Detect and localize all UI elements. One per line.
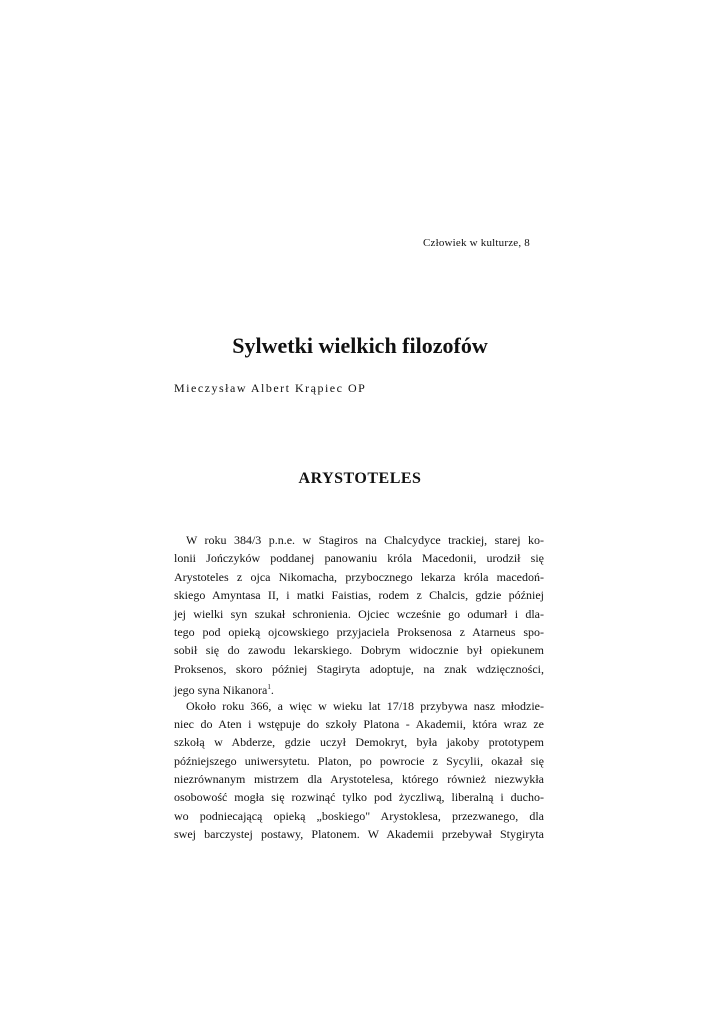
text-line: jej wielki syn szukał schronienia. Ojciec wcześnie go odumarł i dla-: [174, 606, 544, 621]
text-line: Proksenos, skoro później Stagiryta adoptuje, na znak wdzięczności,: [174, 661, 544, 676]
document-title: Sylwetki wielkich filozofów: [232, 333, 488, 358]
text-line: sobił się do zawodu lekarskiego. Dobrym widocznie był opiekunem: [174, 643, 544, 658]
footnote-mark: 1: [267, 683, 271, 692]
author-line: Mieczysław Albert Krąpiec OP: [174, 381, 367, 395]
text-line-content: jego syna Nikanora: [174, 683, 268, 698]
text-line: tego pod opieką ojcowskiego przyjaciela Proksenosa z Atarneus spo-: [174, 624, 544, 639]
body-text: [174, 531, 544, 844]
text-line: szkołą w Abderze, gdzie uczył Demokryt, była jakoby prototypem: [174, 735, 544, 750]
text-line: Arystoteles z ojca Nikomacha, przybocznego lekarza króla macedoń-: [174, 569, 544, 584]
text-line: [174, 678, 544, 696]
text-line: swej barczystej postawy, Platonem. W Akademii przebywał Stygiryta: [174, 827, 544, 842]
text-line: późniejszego uniwersytetu. Platon, po powrocie z Sycylii, okazał się: [174, 753, 544, 768]
section-heading: ARYSTOTELES: [298, 470, 422, 487]
text-line: niezrównanym mistrzem dla Arystotelesa, którego również niezwykła: [174, 772, 544, 787]
end-punctuation: .: [270, 683, 274, 698]
text-line: wo podniecającą opieką „boskiego" Arystoklesa, przezwanego, dla: [174, 808, 544, 823]
text-line: Około roku 366, a więc w wieku lat 17/18 przybywa nasz młodzie-: [186, 698, 544, 713]
text-line: osobowość mogła się rozwinąć tylko pod życzliwą, liberalną i ducho-: [174, 790, 544, 805]
text-line: skiego Amyntasa II, i matki Faistias, rodem z Chalcis, gdzie później: [174, 588, 544, 603]
text-line: W roku 384/3 p.n.e. w Stagiros na Chalcydyce trackiej, starej ko-: [186, 533, 544, 547]
text-line: niec do Aten i wstępuje do szkoły Platona - Akademii, która wraz ze: [174, 716, 544, 731]
text-line: lonii Jończyków poddanej panowaniu króla Macedonii, urodził się: [174, 551, 544, 566]
running-head: Człowiek w kulturze, 8: [422, 237, 530, 249]
